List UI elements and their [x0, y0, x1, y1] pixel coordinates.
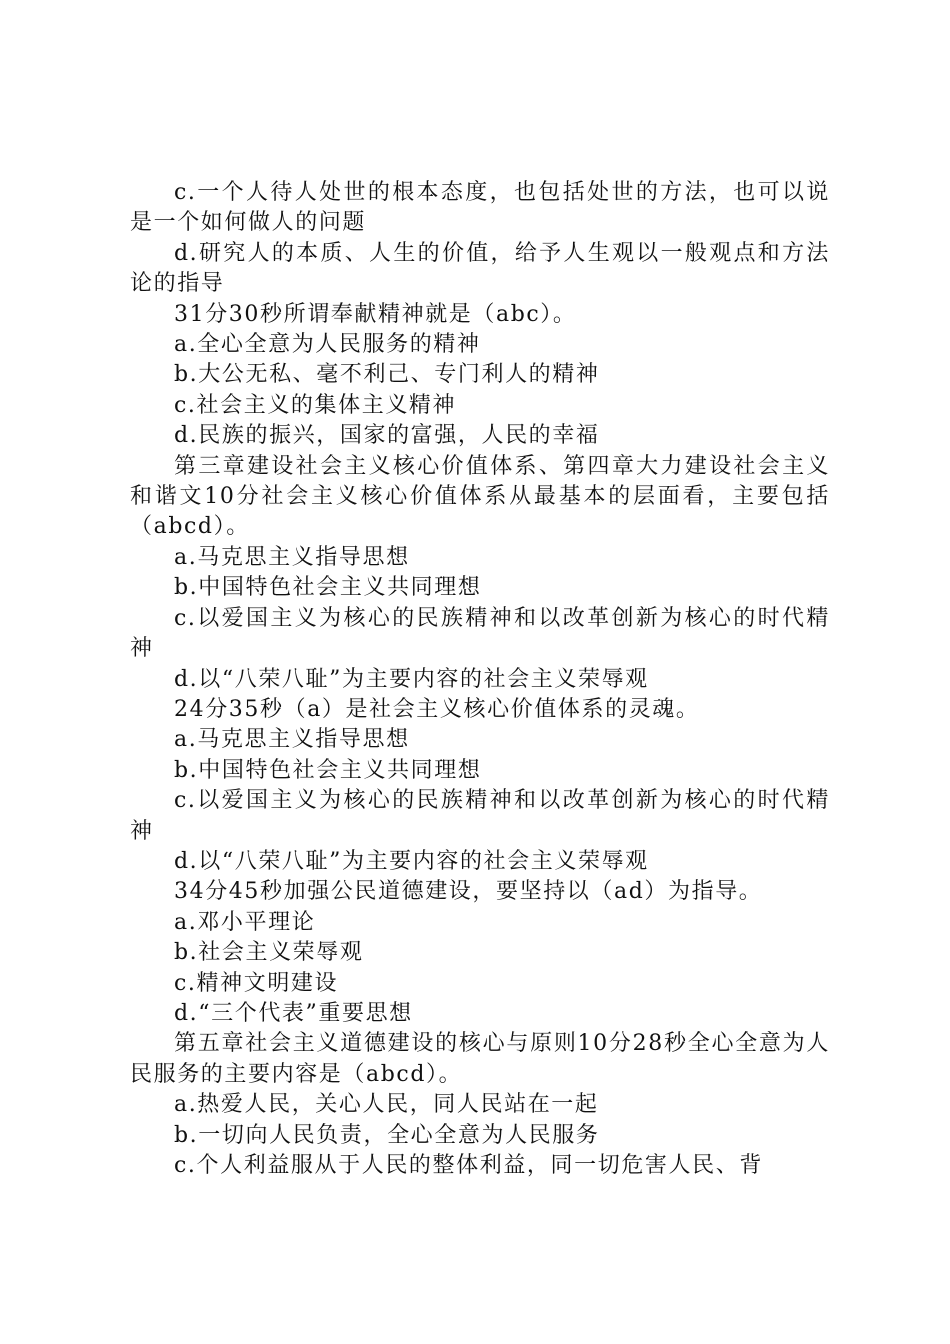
paragraph: d.以“八荣八耻”为主要内容的社会主义荣辱观 — [174, 848, 649, 874]
paragraph: a.全心全意为人民服务的精神 — [174, 332, 481, 358]
paragraph: b.一切向人民负责，全心全意为人民服务 — [174, 1122, 600, 1148]
paragraph: d.以“八荣八耻”为主要内容的社会主义荣辱观 — [174, 666, 649, 692]
document-body — [130, 178, 830, 1181]
paragraph: c.精神文明建设 — [174, 970, 339, 996]
paragraph: a.邓小平理论 — [174, 909, 316, 935]
paragraph: 24分35秒（a）是社会主义核心价值体系的灵魂。 — [174, 696, 700, 722]
paragraph: 第五章社会主义道德建设的核心与原则10分28秒全心全意为人民服务的主要内容是（abcd）。 — [130, 1031, 830, 1087]
paragraph: d.研究人的本质、人生的价值，给予人生观以一般观点和方法论的指导 — [130, 240, 830, 297]
paragraph: c.个人利益服从于人民的整体利益，同一切危害人民、背 — [174, 1153, 763, 1178]
paragraph: c.以爱国主义为核心的民族精神和以改革创新为核心的时代精神 — [130, 788, 830, 844]
paragraph: b.中国特色社会主义共同理想 — [174, 575, 482, 601]
paragraph: c.社会主义的集体主义精神 — [174, 392, 457, 418]
paragraph: d.民族的振兴，国家的富强，人民的幸福 — [174, 423, 600, 449]
paragraph: 34分45秒加强公民道德建设，要坚持以（ad）为指导。 — [174, 879, 763, 905]
paragraph: 31分30秒所谓奉献精神就是（abc）。 — [174, 301, 577, 327]
paragraph: b.中国特色社会主义共同理想 — [174, 757, 482, 783]
paragraph: d.“三个代表”重要思想 — [174, 1000, 413, 1026]
paragraph: a.马克思主义指导思想 — [174, 727, 410, 753]
paragraph: c.以爱国主义为核心的民族精神和以改革创新为核心的时代精神 — [130, 605, 830, 662]
paragraph: b.社会主义荣辱观 — [174, 940, 364, 966]
paragraph: b.大公无私、毫不利己、专门利人的精神 — [174, 362, 600, 388]
paragraph: 第三章建设社会主义核心价值体系、第四章大力建设社会主义和谐文10分社会主义核心价值体系从最基本的层面看，主要包括（abcd）。 — [130, 453, 830, 540]
paragraph: a.热爱人民，关心人民，同人民站在一起 — [174, 1092, 599, 1118]
paragraph: a.马克思主义指导思想 — [174, 544, 410, 570]
paragraph: c.一个人待人处世的根本态度，也包括处世的方法，也可以说是一个如何做人的问题 — [130, 180, 830, 236]
